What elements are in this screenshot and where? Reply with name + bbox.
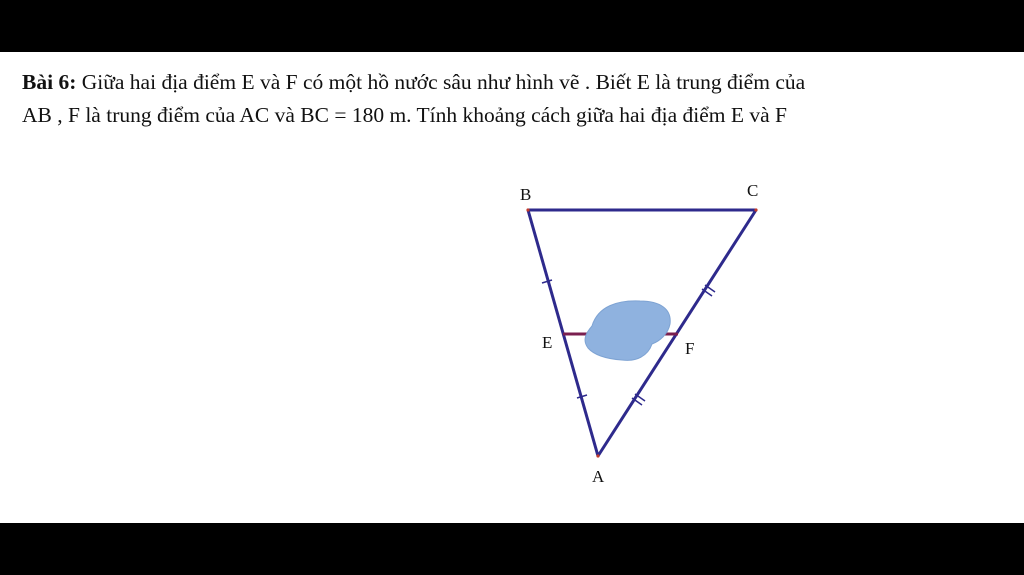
label-point-e: E	[542, 333, 553, 352]
label-point-c: C	[747, 181, 759, 200]
problem-text-1: Giữa hai địa điểm E và F có một hồ nước sâu như hình vẽ . Biết E là trung điểm của	[76, 70, 806, 94]
problem-line-1	[22, 66, 1007, 99]
top-letterbox-bar	[0, 0, 1024, 52]
problem-text-2: AB , F là trung điểm của AC và BC = 180 m. Tính khoảng cách giữa hai địa điểm E và F	[22, 103, 788, 127]
tick-mark-fa	[632, 394, 645, 405]
document-page	[0, 52, 1024, 523]
label-point-f: F	[685, 339, 695, 358]
triangle-diagram	[500, 176, 790, 521]
label-point-a: A	[592, 467, 605, 486]
point-marker-b	[526, 208, 529, 211]
problem-number: Bài 6:	[22, 70, 77, 94]
point-marker-a	[596, 454, 599, 457]
geometry-figure	[500, 176, 790, 521]
point-marker-c	[754, 208, 757, 211]
problem-statement	[22, 66, 1007, 132]
tick-mark-cf	[702, 285, 715, 296]
label-point-b: B	[520, 185, 532, 204]
lake-shape	[585, 301, 670, 360]
bottom-letterbox-bar	[0, 523, 1024, 575]
